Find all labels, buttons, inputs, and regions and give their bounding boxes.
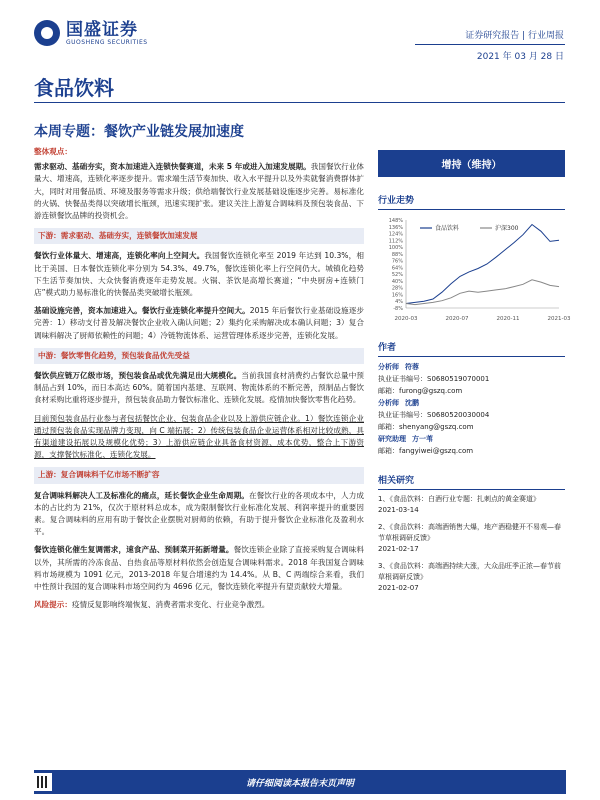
p3-bold: 基础设施完善，资本加速进入。餐饮行业连锁化率提升空间大。 xyxy=(34,306,250,316)
y-tick-label: 4% xyxy=(395,299,403,306)
y-tick-label: 148% xyxy=(388,218,403,224)
section-band-midstream: 中游：餐饮零售化趋势，预包装食品优先受益 xyxy=(34,348,364,364)
logo-cn: 国盛证券 xyxy=(66,19,138,40)
author-cert-value: S0680520030004 xyxy=(427,411,490,419)
p3-rest: 2015 年后餐饮行业基础设施逐步完善：1）移动支付普及解决餐饮企业收入确认问题；2）集约化采购解决成本确认问题；3）复合调味料解决了厨师依赖性的问题；4）冷链物流体系、运营管理体系逐步完善，连锁化发展。 xyxy=(34,306,364,340)
risk-text: 疫情反复影响终端恢复、消费者需求变化、行业竞争激烈。 xyxy=(71,600,270,610)
trend-chart-svg xyxy=(378,214,571,324)
p6-rest: 在餐饮行业的各项成本中，人力成本的占比约为 21%，仅次于原材料总成本，成为限制餐饮行业标准化发展、利润率提升的重要因素。复合调味料的应用有助于餐饮企业摆脱对厨师的依赖，有助于提升餐饮企业标准化及盈利水平。 xyxy=(34,490,364,537)
p7-bold: 餐饮连锁化催生复调需求，速食产品、预制菜开拓新增量。 xyxy=(34,545,234,555)
author-list xyxy=(378,361,565,457)
paragraph-4 xyxy=(34,370,364,407)
p4-rest: 当前我国食材消费约占餐饮总量中预制品占到 10%，而日本高达 60%。随着国内基建、互联网、物流体系的不断完善，预制品占餐饮食材采购比重将逐步提升，预包装食品助力餐饮标准化、连锁化发展。疫情加快餐饮零售化趋势。 xyxy=(34,371,365,405)
paragraph-5: 目前预包装食品行业参与者包括餐饮企业、包装食品企业以及上游供应链企业。1）餐饮连锁企业通过预包装食品实现品牌力变现，向 C 端拓展；2）传统包装食品企业运营体系相对比较成熟，具有渠道建设拓展以及规模化优势；3）上游供应链企业具备食材资源、成本优势，整合上下游资源，支撑餐饮标准化、连锁化发展。 xyxy=(34,413,364,460)
report-date: 2021 年 03 月 28 日 xyxy=(476,52,564,62)
author-cert-label: 执业证书编号： xyxy=(378,411,427,419)
report-type: 证券研究报告 | 行业周报 xyxy=(465,31,564,41)
x-tick-label: 2020-07 xyxy=(445,316,469,322)
company-logo xyxy=(34,20,148,46)
main-title: 本周专题：餐饮产业链发展加速度 xyxy=(34,124,244,140)
x-tick-label: 2020-03 xyxy=(394,316,418,322)
author-email-label: 邮箱： xyxy=(378,423,399,431)
x-tick-label: 2020-11 xyxy=(496,316,520,322)
related-item[interactable] xyxy=(378,522,565,555)
industry-title: 食品饮料 xyxy=(34,76,114,100)
author-name-line xyxy=(378,397,565,409)
logo-mark-icon xyxy=(34,20,60,46)
related-item-text: 3、《食品饮料：高端酒持续大涨，大众品旺季正浓—春节前草根调研反馈》 xyxy=(378,562,561,581)
risk-label: 风险提示： xyxy=(34,600,72,610)
author-role: 分析师 xyxy=(378,399,399,407)
related-list xyxy=(378,494,565,594)
related-item-text: 2、《食品饮料：高端酒销售大爆，地产酒稳健开不易观—春节草根调研反馈》 xyxy=(378,523,561,542)
p2-rest: 我国餐饮连锁化率至 2019 年达到 10.3%，相比于美国、日本餐饮连锁化率分别为 54.3%、49.7%，餐饮连锁化率上行空间仍大。城镇化趋势下生活节奏加快、大众快餐消费逐年走势发展。火锅、茶饮是高增长赛道；“中央厨房+连锁门店”模式助力易标准化的快餐品类突破增长瓶颈。 xyxy=(34,251,364,298)
author-cert xyxy=(378,409,565,421)
section-band-upstream: 上游：复合调味料千亿市场不断扩容 xyxy=(34,467,364,483)
logo-en: GUOSHENG SECURITIES xyxy=(66,38,148,46)
footer-disclaimer: 请仔细阅读本报告末页声明 xyxy=(245,779,354,789)
y-tick-label: 40% xyxy=(391,278,403,285)
y-tick-label: 112% xyxy=(388,238,403,245)
p1-bold: 需求驱动、基础夯实，资本加速进入连锁快餐赛道，未来 5 年或进入加速发展期。 xyxy=(34,162,311,172)
y-tick-label: 16% xyxy=(391,292,403,299)
p1-rest: 我国餐饮行业体量大、增速高，连锁化率逐步提升。需求端生活节奏加快、收入水平提升以及外卖就餐消费群体扩大，同时对用餐品质、环境及服务等需求升级；供给端餐饮行业发展基础设施逐步完善。易标准化的火锅、快餐品类得以突破增长瓶颈，迅速实现扩张。建议关注上游复合调味料及预包装食品、下游连锁餐饮品牌的投资机会。 xyxy=(34,162,364,221)
author-name-line xyxy=(378,361,565,373)
author-email-value[interactable]: fangyiwei@gszq.com xyxy=(399,447,474,455)
x-tick-label: 2021-03 xyxy=(547,316,571,322)
header-divider xyxy=(415,44,565,45)
p2-bold: 餐饮行业体量大、增速高，连锁化率向上空间大。 xyxy=(34,251,205,261)
page-footer xyxy=(0,770,600,800)
related-item[interactable] xyxy=(378,561,565,594)
related-item-date: 2021-03-14 xyxy=(378,506,419,514)
y-tick-label: 52% xyxy=(391,272,403,279)
related-item-date: 2021-02-07 xyxy=(378,584,419,592)
author-name-line xyxy=(378,433,565,445)
p7-rest: 餐饮连锁企业除了直接采购复合调味料以外，其所需的冷冻食品、自热食品等原材料依然会创造复合调味料需求。2018 年我国复合调味料市场规模为 1091 亿元，2013-2018 年复合增速约为 14.4%。从 B、C 两端综合来看，我们中性预计我国的复合调味料市场空间约为 4696 亿元，餐饮连锁化率提升有望贡献较大增量。 xyxy=(34,545,365,592)
related-title: 相关研究 xyxy=(378,473,565,490)
trend-title: 行业走势 xyxy=(378,193,565,210)
section-band-downstream: 下游：需求驱动、基础夯实，连锁餐饮加速发展 xyxy=(34,228,364,244)
y-tick-label: -8% xyxy=(393,306,403,312)
y-tick-label: 76% xyxy=(391,258,403,265)
author-title: 作者 xyxy=(378,340,565,357)
author-email-value[interactable]: furong@gszq.com xyxy=(399,387,463,395)
title-divider xyxy=(34,102,565,103)
y-tick-label: 64% xyxy=(391,265,403,272)
author-email-value[interactable]: shenyang@gszq.com xyxy=(399,423,474,431)
p4-bold: 餐饮供应链万亿级市场，预包装食品或优先满足出大规模化。 xyxy=(34,371,242,381)
paragraph-6 xyxy=(34,490,364,539)
related-item[interactable] xyxy=(378,494,565,516)
trend-chart xyxy=(378,214,571,324)
p6-bold: 复合调味料解决人工及标准化的痛点，延长餐饮企业生命周期。 xyxy=(34,490,249,500)
author-name: 方一苇 xyxy=(412,435,433,443)
related-item-date: 2021-02-17 xyxy=(378,545,419,553)
author-email-label: 邮箱： xyxy=(378,447,399,455)
rating-badge: 增持（维持） xyxy=(378,150,565,177)
main-content xyxy=(34,146,364,618)
page-header xyxy=(0,0,600,70)
paragraph-3 xyxy=(34,305,364,342)
legend-label: 食品饮料 xyxy=(435,225,460,232)
paragraph-2 xyxy=(34,250,364,299)
y-tick-label: 124% xyxy=(388,231,403,238)
author-email xyxy=(378,385,565,397)
series-line xyxy=(406,280,559,305)
y-tick-label: 136% xyxy=(388,224,403,231)
author-email-label: 邮箱： xyxy=(378,387,399,395)
y-tick-label: 100% xyxy=(388,245,403,252)
y-tick-label: 28% xyxy=(391,285,403,292)
author-role: 分析师 xyxy=(378,363,399,371)
author-cert-value: S0680519070001 xyxy=(427,375,490,383)
author-role: 研究助理 xyxy=(378,435,406,443)
author-name: 沈鹏 xyxy=(405,399,419,407)
paragraph-1 xyxy=(34,161,364,222)
overview-label: 整体观点： xyxy=(34,147,72,156)
author-cert xyxy=(378,373,565,385)
related-item-text: 1、《食品饮料：白酒行业专题：扎刺点的黄金赛道》 xyxy=(378,495,540,503)
author-email xyxy=(378,421,565,433)
sidebar xyxy=(378,146,571,600)
author-name: 符蓉 xyxy=(405,363,419,371)
author-cert-label: 执业证书编号： xyxy=(378,375,427,383)
y-tick-label: 88% xyxy=(391,251,403,258)
risk-paragraph xyxy=(34,599,364,611)
paragraph-7 xyxy=(34,544,364,593)
legend-label: 沪深300 xyxy=(495,225,519,232)
author-email xyxy=(378,445,565,457)
